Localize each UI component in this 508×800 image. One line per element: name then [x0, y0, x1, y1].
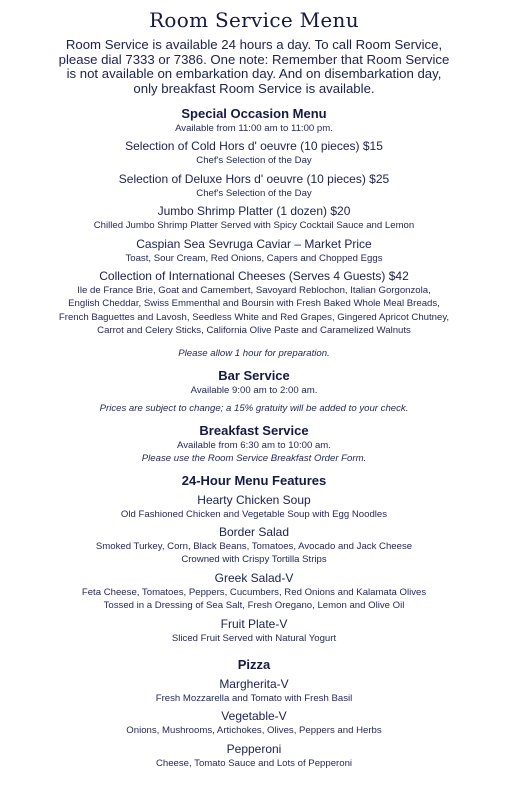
menu-item-desc-line: Fresh Mozzarella and Tomato with Fresh Basil [155, 693, 353, 705]
preparation-note: Please allow 1 hour for preparation. [178, 347, 330, 359]
breakfast-service-title: Breakfast Service [199, 422, 309, 438]
page-title: Room Service Menu [149, 8, 359, 32]
bar-service-availability: Available 9:00 am to 2:00 am. [190, 384, 318, 396]
menu-item-desc-line: Chef's Selection of the Day [196, 187, 312, 199]
menu-item-desc-line: Chilled Jumbo Shrimp Platter Served with Spicy Cocktail Sauce and Lemon [93, 220, 415, 232]
intro-paragraph [14, 38, 494, 96]
menu-item-name: Margherita-V [219, 677, 289, 692]
menu-item-name: Collection of International Cheeses (Serves 4 Guests) $42 [99, 269, 409, 283]
menu-item [14, 677, 494, 705]
special-occasion-title: Special Occasion Menu [181, 106, 327, 122]
menu-features-title: 24-Hour Menu Features [181, 472, 327, 488]
bar-service-title: Bar Service [218, 367, 290, 383]
menu-item-name: Selection of Deluxe Hors d' oeuvre (10 pieces) $25 [118, 171, 390, 186]
menu-item [14, 493, 494, 521]
menu-item [14, 139, 494, 167]
menu-item [14, 172, 494, 200]
menu-item-desc [14, 757, 494, 770]
menu-item-desc [14, 219, 494, 232]
menu-item-desc-line: Chef's Selection of the Day [196, 155, 312, 167]
menu-item-desc-line: Old Fashioned Chicken and Vegetable Soup with Egg Noodles [120, 508, 388, 520]
menu-item [14, 742, 494, 770]
breakfast-service-section [14, 423, 494, 465]
menu-item-name: Caspian Sea Sevruga Caviar – Market Price [136, 236, 372, 251]
menu-item-desc-line: Tossed in a Dressing of Sea Salt, Fresh Oregano, Lemon and Olive Oil [103, 600, 405, 612]
menu-item-desc-line: Toast, Sour Cream, Red Onions, Capers and Chopped Eggs [125, 252, 383, 264]
menu-item-desc [14, 586, 494, 613]
menu-item [14, 617, 494, 645]
menu-item [14, 571, 494, 613]
menu-item-name: Fruit Plate-V [220, 616, 288, 631]
pizza-section [14, 657, 494, 770]
menu-item-desc-line: French Baguettes and Lavosh, Seedless White and Red Grapes, Gingered Apricot Chutney, [58, 311, 450, 323]
menu-item-desc [14, 632, 494, 645]
price-gratuity-note: Prices are subject to change; a 15% gratuity will be added to your check. [99, 402, 409, 414]
menu-item-name: Border Salad [218, 525, 290, 540]
menu-item-name: Vegetable-V [221, 709, 287, 724]
intro-line: is not available on embarkation day. And on disembarkation day, [66, 66, 442, 82]
menu-item-name: Jumbo Shrimp Platter (1 dozen) $20 [157, 204, 351, 219]
menu-item [14, 269, 494, 338]
breakfast-order-note: Please use the Room Service Breakfast Order Form. [141, 452, 367, 464]
menu-item-desc [14, 284, 494, 338]
menu-item-desc [14, 508, 494, 521]
menu-item-desc-line: Crowned with Crispy Tortilla Strips [181, 554, 327, 566]
menu-item-desc-line: Ile de France Brie, Goat and Camembert, Savoyard Reblochon, Italian Gorgonzola, [77, 285, 431, 296]
menu-item-desc-line: Cheese, Tomato Sauce and Lots of Pepperoni [155, 757, 353, 769]
bar-service-section [14, 368, 494, 415]
menu-item [14, 237, 494, 265]
menu-item-desc [14, 724, 494, 737]
menu-item-desc [14, 252, 494, 265]
intro-line: only breakfast Room Service is available. [133, 80, 375, 96]
menu-item-name: Hearty Chicken Soup [197, 492, 311, 507]
menu-item-desc [14, 540, 494, 567]
menu-item-desc-line: Onions, Mushrooms, Artichokes, Olives, Peppers and Herbs [126, 725, 382, 737]
pizza-title: Pizza [237, 657, 271, 673]
intro-line: please dial 7333 or 7386. One note: Remember that Room Service [58, 51, 450, 67]
menu-item-desc-line: Carrot and Celery Sticks, California Olive Paste and Caramelized Walnuts [97, 325, 411, 337]
intro-line: Room Service is available 24 hours a day. To call Room Service, [65, 37, 443, 52]
menu-item-desc-line: English Cheddar, Swiss Emmenthal and Boursin with Fresh Baked Whole Meal Breads, [68, 298, 440, 310]
menu-item-desc [14, 692, 494, 705]
menu-item [14, 204, 494, 232]
special-occasion-section [14, 106, 494, 359]
menu-features-section [14, 473, 494, 645]
menu-item-desc-line: Smoked Turkey, Corn, Black Beans, Tomatoes, Avocado and Jack Cheese [95, 541, 413, 553]
menu-item-desc-line: Sliced Fruit Served with Natural Yogurt [171, 632, 337, 644]
menu-item-desc-line: Feta Cheese, Tomatoes, Peppers, Cucumbers, Red Onions and Kalamata Olives [81, 586, 427, 598]
breakfast-service-availability: Available from 6:30 am to 10:00 am. [177, 439, 331, 451]
menu-item-name: Pepperoni [226, 741, 282, 756]
menu-item [14, 525, 494, 567]
menu-item [14, 709, 494, 737]
menu-item-desc [14, 154, 494, 167]
menu-item-name: Selection of Cold Hors d' oeuvre (10 pieces) $15 [125, 139, 383, 154]
menu-item-desc [14, 187, 494, 200]
menu-item-name: Greek Salad-V [214, 570, 294, 585]
special-occasion-availability: Available from 11:00 am to 11:00 pm. [175, 123, 333, 135]
